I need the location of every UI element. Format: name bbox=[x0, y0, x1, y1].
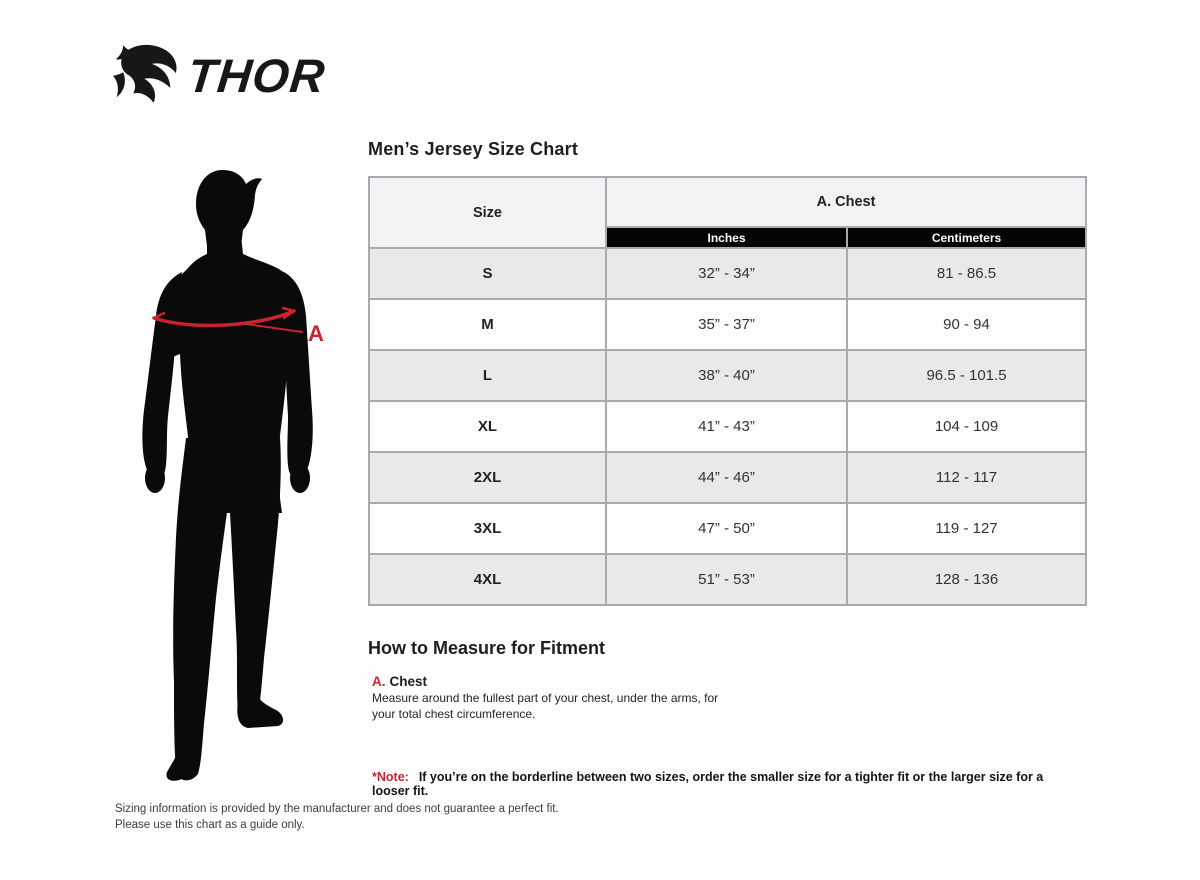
table-row bbox=[369, 401, 1086, 452]
measure-item-name: Chest bbox=[389, 674, 428, 689]
column-header-size: Size bbox=[369, 177, 606, 248]
column-header-chest: A. Chest bbox=[606, 177, 1086, 227]
inches-cell: 51” - 53” bbox=[606, 554, 847, 605]
brand-wordmark: THOR bbox=[185, 48, 328, 102]
centimeters-cell: 112 - 117 bbox=[847, 452, 1086, 503]
inches-cell: 32” - 34” bbox=[606, 248, 847, 299]
size-cell: XL bbox=[369, 401, 606, 452]
inches-cell: 47” - 50” bbox=[606, 503, 847, 554]
thor-ram-head-icon bbox=[112, 44, 186, 106]
centimeters-cell: 96.5 - 101.5 bbox=[847, 350, 1086, 401]
table-row bbox=[369, 503, 1086, 554]
measure-section-heading: How to Measure for Fitment bbox=[368, 638, 606, 658]
figure-annotation-a: A bbox=[308, 321, 324, 346]
body-measurement-figure bbox=[128, 166, 340, 784]
disclaimer-line-2: Please use this chart as a guide only. bbox=[115, 818, 305, 831]
centimeters-cell: 119 - 127 bbox=[847, 503, 1086, 554]
disclaimer bbox=[115, 802, 559, 833]
disclaimer-line-1: Sizing information is provided by the manufacturer and does not guarantee a perfect fit. bbox=[115, 803, 559, 815]
note-text: If you’re on the borderline between two sizes, order the smaller size for a tighter fit or the larger size for a looser fit. bbox=[372, 770, 1044, 798]
table-row bbox=[369, 248, 1086, 299]
size-cell: 3XL bbox=[369, 503, 606, 554]
size-cell: S bbox=[369, 248, 606, 299]
centimeters-cell: 90 - 94 bbox=[847, 299, 1086, 350]
column-header-inches: Inches bbox=[606, 227, 847, 248]
centimeters-cell: 104 - 109 bbox=[847, 401, 1086, 452]
column-header-centimeters: Centimeters bbox=[847, 227, 1086, 248]
inches-cell: 35” - 37” bbox=[606, 299, 847, 350]
measure-item-letter: A. bbox=[372, 674, 386, 689]
table-row bbox=[369, 350, 1086, 401]
centimeters-cell: 81 - 86.5 bbox=[847, 248, 1086, 299]
note-label: *Note: bbox=[372, 770, 409, 784]
centimeters-cell: 128 - 136 bbox=[847, 554, 1086, 605]
table-row bbox=[369, 554, 1086, 605]
measure-item-description: Measure around the fullest part of your chest, under the arms, for your total chest circumference. bbox=[372, 691, 719, 721]
measure-item-chest bbox=[372, 674, 427, 689]
table-row bbox=[369, 452, 1086, 503]
male-silhouette-illustration bbox=[128, 166, 340, 784]
inches-cell: 38” - 40” bbox=[606, 350, 847, 401]
page-title: Men’s Jersey Size Chart bbox=[368, 139, 579, 159]
sizing-note bbox=[372, 770, 1072, 798]
size-cell: L bbox=[369, 350, 606, 401]
brand-logo bbox=[112, 44, 328, 106]
size-cell: M bbox=[369, 299, 606, 350]
size-cell: 2XL bbox=[369, 452, 606, 503]
table-row bbox=[369, 299, 1086, 350]
inches-cell: 44” - 46” bbox=[606, 452, 847, 503]
size-cell: 4XL bbox=[369, 554, 606, 605]
inches-cell: 41” - 43” bbox=[606, 401, 847, 452]
size-chart-table bbox=[368, 176, 1087, 606]
